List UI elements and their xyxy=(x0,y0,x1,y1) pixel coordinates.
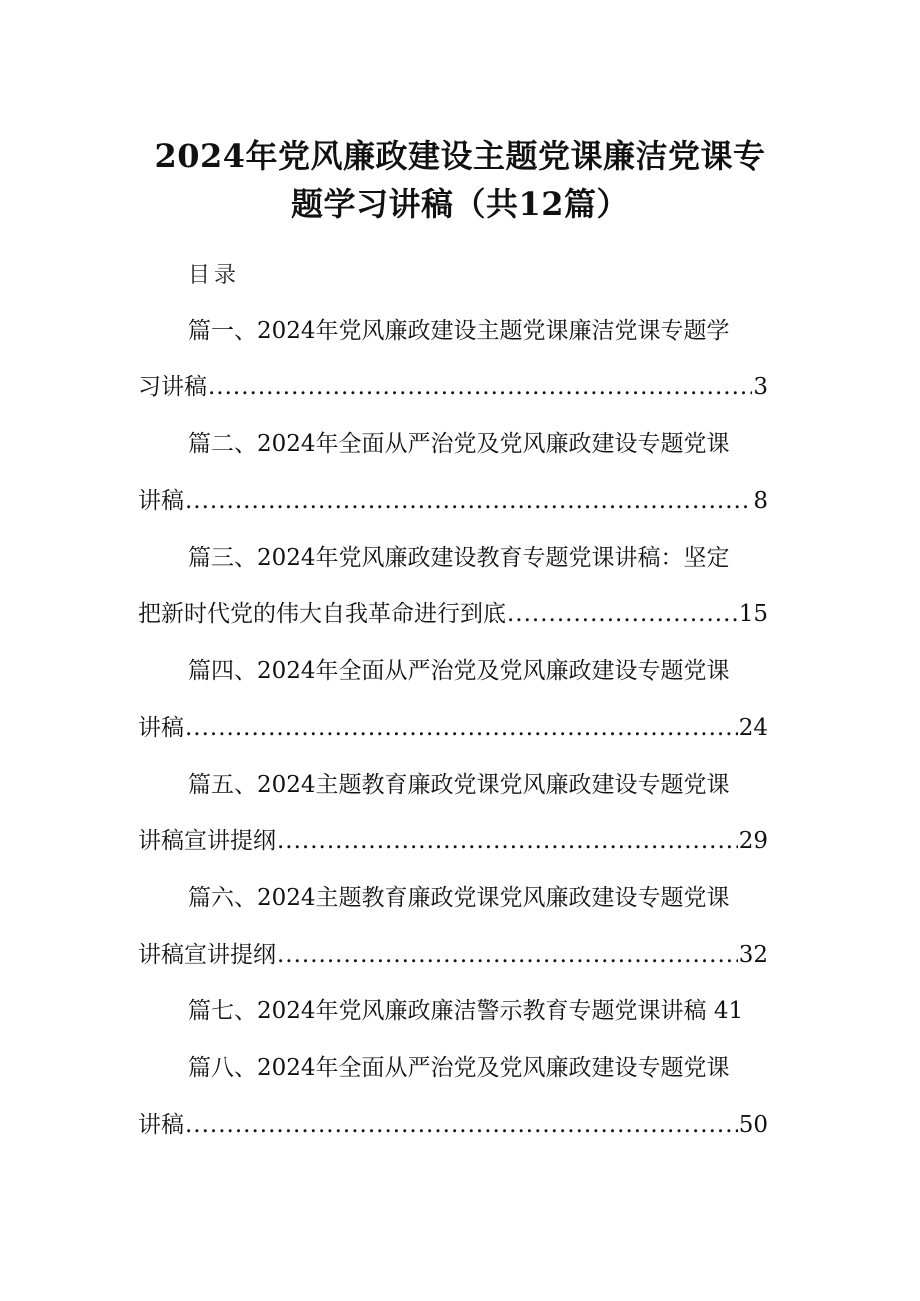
toc-entry-1-page: 3 xyxy=(753,374,768,400)
dot-leader xyxy=(277,826,738,856)
dot-leader xyxy=(185,1110,738,1140)
toc-entry-5-continuation[interactable] xyxy=(138,826,768,856)
toc-entry-5-page: 29 xyxy=(738,828,768,854)
toc-entry-6-page: 32 xyxy=(738,942,768,968)
toc-entry-2-continuation[interactable] xyxy=(138,486,768,516)
toc-entry-2-page: 8 xyxy=(753,488,768,514)
toc-entry-3-title-cont: 把新时代党的伟大自我革命进行到底 xyxy=(138,601,506,627)
toc-entry-6-title-cont: 讲稿宣讲提纲 xyxy=(138,942,276,968)
toc-entry-7-title[interactable]: 篇七、2024年党风廉政廉洁警示教育专题党课讲稿 41 xyxy=(188,998,744,1024)
toc-entry-2-title[interactable]: 篇二、2024年全面从严治党及党风廉政建设专题党课 xyxy=(188,431,730,457)
dot-leader xyxy=(277,940,738,970)
toc-entry-5-title-cont: 讲稿宣讲提纲 xyxy=(138,828,276,854)
title-line-1: 2024年党风廉政建设主题党课廉洁党课专 xyxy=(154,137,766,175)
toc-entry-4-page: 24 xyxy=(738,715,768,741)
document-title xyxy=(120,132,800,228)
dot-leader xyxy=(507,599,738,629)
toc-entry-2-title-cont: 讲稿 xyxy=(138,488,184,514)
toc-entry-1-continuation[interactable] xyxy=(138,372,768,402)
toc-entry-6-continuation[interactable] xyxy=(138,940,768,970)
toc-entry-3-continuation[interactable] xyxy=(138,599,768,629)
toc-entry-6-title[interactable]: 篇六、2024主题教育廉政党课党风廉政建设专题党课 xyxy=(188,885,730,911)
toc-heading: 目录 xyxy=(188,263,241,288)
toc-entry-1-title[interactable]: 篇一、2024年党风廉政建设主题党课廉洁党课专题学 xyxy=(188,318,730,344)
title-line-2: 题学习讲稿（共12篇） xyxy=(290,185,630,223)
toc-entry-3-page: 15 xyxy=(738,601,768,627)
toc-entry-4-title-cont: 讲稿 xyxy=(138,715,184,741)
dot-leader xyxy=(185,713,738,743)
toc-entry-8-title[interactable]: 篇八、2024年全面从严治党及党风廉政建设专题党课 xyxy=(188,1055,730,1081)
toc-entry-8-page: 50 xyxy=(738,1112,768,1138)
toc-entry-3-title[interactable]: 篇三、2024年党风廉政建设教育专题党课讲稿：坚定 xyxy=(188,545,730,571)
toc-entry-5-title[interactable]: 篇五、2024主题教育廉政党课党风廉政建设专题党课 xyxy=(188,772,730,798)
dot-leader xyxy=(185,486,752,516)
toc-entry-4-continuation[interactable] xyxy=(138,713,768,743)
dot-leader xyxy=(208,372,752,402)
toc-entry-4-title[interactable]: 篇四、2024年全面从严治党及党风廉政建设专题党课 xyxy=(188,658,730,684)
toc-entry-8-continuation[interactable] xyxy=(138,1110,768,1140)
toc-entry-1-title-cont: 习讲稿 xyxy=(138,374,207,400)
toc-entry-8-title-cont: 讲稿 xyxy=(138,1112,184,1138)
